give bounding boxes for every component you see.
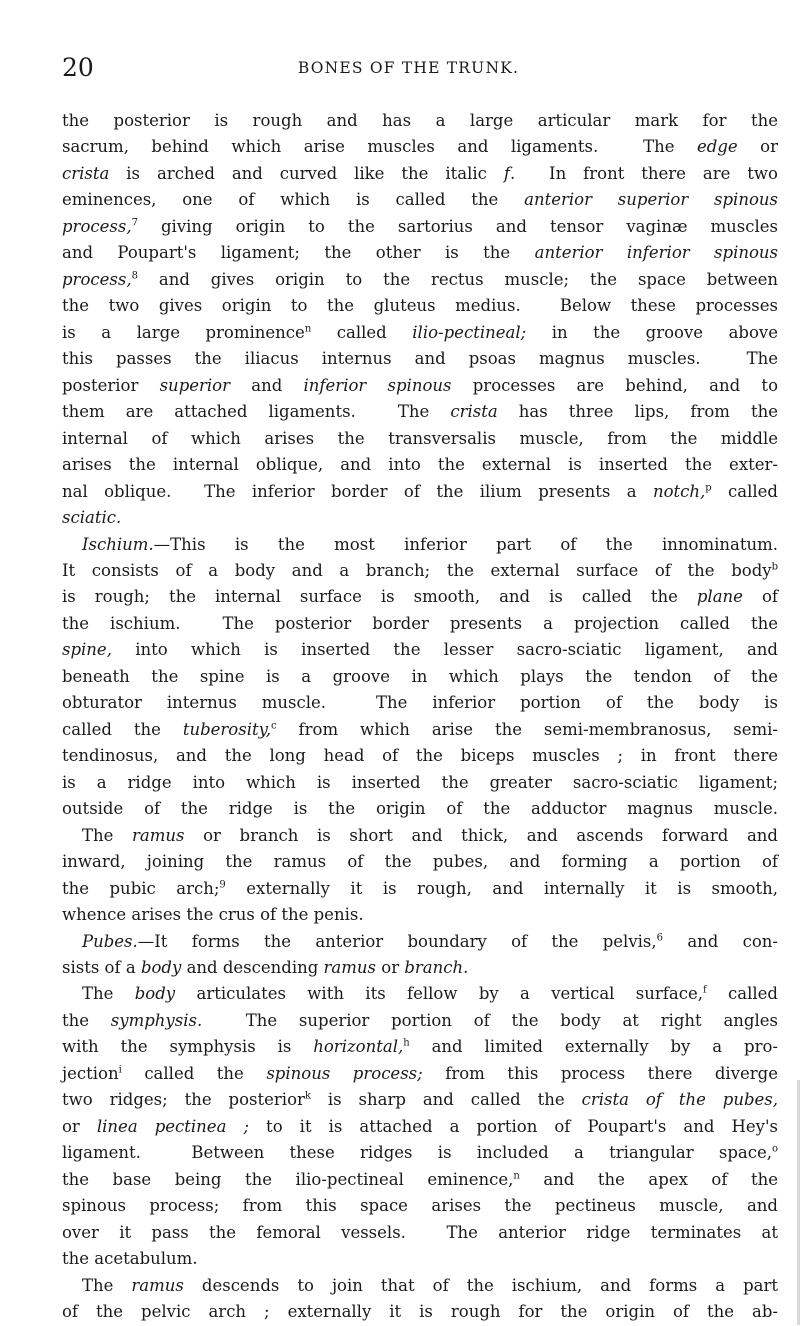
text-run: the posterior is rough and has a large articular mark for the — [62, 111, 778, 130]
italic-term: spine, — [62, 640, 112, 660]
footnote-marker: f — [702, 984, 707, 996]
text-run: and limited externally by a pro- — [409, 1037, 778, 1057]
text-run: and con- — [663, 931, 778, 951]
text-run: obturator internus muscle. The inferior portion of the body is — [62, 693, 778, 713]
text-run: this passes the iliacus internus and psoas magnus muscles. The — [62, 349, 778, 369]
text-run: in the groove above — [526, 322, 779, 342]
text-run: is a large prominence — [62, 322, 305, 342]
text-line — [62, 690, 778, 716]
text-run: of the pelvic arch ; externally it is rough for the origin of the ab- — [62, 1302, 778, 1322]
text-line — [62, 161, 778, 187]
text-run: two ridges; the posterior — [62, 1090, 305, 1110]
text-line — [62, 134, 778, 160]
text-run: the acetabulum. — [62, 1249, 198, 1269]
text-run: internal of which arises the transversalis muscle, from the middle — [62, 428, 778, 448]
text-line — [62, 320, 778, 346]
italic-term: notch, — [652, 481, 706, 501]
italic-term: crista — [62, 163, 110, 183]
text-run: is rough; the internal surface is smooth, and is called the — [62, 587, 697, 607]
text-run: is arched and curved like the italic — [109, 163, 504, 183]
text-line — [62, 532, 778, 558]
text-run: sists of a — [62, 958, 141, 977]
italic-term: tuberosity, — [182, 719, 271, 739]
text-line — [62, 267, 778, 293]
text-run: called — [706, 984, 778, 1004]
text-run: and gives origin to the rectus muscle; the space between — [137, 269, 778, 289]
italic-term: branch. — [404, 958, 469, 977]
footnote-marker: 7 — [131, 217, 138, 229]
text-line — [62, 558, 778, 584]
footnote-marker: b — [771, 561, 778, 573]
text-run: and the apex of the — [519, 1169, 778, 1189]
text-run: The — [82, 825, 133, 845]
text-line — [62, 1273, 778, 1299]
text-run: or — [62, 1116, 97, 1136]
text-run: The — [82, 1275, 132, 1295]
page-number: 20 — [62, 53, 94, 82]
text-run: the base being the ilio-pectineal eminence, — [62, 1169, 514, 1189]
italic-term: linea pectinea ; — [96, 1116, 250, 1136]
text-run: called the — [121, 1063, 267, 1083]
text-line — [62, 214, 778, 240]
text-run: to it is attached a portion of Poupart's and Hey's — [249, 1116, 778, 1136]
italic-term: inferior spinous — [303, 375, 452, 395]
running-head: BONES OF THE TRUNK. — [297, 59, 520, 77]
text-line — [62, 1299, 778, 1325]
italic-term: symphysis. — [110, 1010, 203, 1030]
text-run: spinous process; from this space arises the pectineus muscle, and — [62, 1196, 778, 1216]
text-run: inward, joining the ramus of the pubes, and forming a portion of — [62, 852, 778, 872]
italic-term: ilio-pectineal; — [412, 322, 527, 342]
text-line — [62, 876, 778, 902]
footnote-marker: p — [705, 482, 712, 494]
body-text — [62, 108, 778, 1326]
text-run: processes are behind, and to — [451, 375, 778, 395]
text-line — [62, 823, 778, 849]
text-line — [62, 849, 778, 875]
italic-term: plane — [696, 587, 743, 607]
text-line — [62, 717, 778, 743]
text-run: and Poupart's ligament; the other is the — [62, 243, 535, 263]
text-run: the — [62, 1010, 111, 1030]
text-line — [62, 1220, 778, 1246]
footnote-marker: 9 — [219, 879, 226, 891]
text-run: jection — [62, 1063, 119, 1083]
text-line — [62, 505, 778, 531]
text-line — [62, 1167, 778, 1193]
text-line — [62, 187, 778, 213]
text-line — [62, 452, 778, 478]
text-run: . In front there are two — [509, 163, 778, 183]
text-line — [62, 1193, 778, 1219]
text-run: beneath the spine is a groove in which plays the tendon of the — [62, 666, 778, 686]
text-run: posterior — [62, 375, 160, 395]
text-line — [62, 373, 778, 399]
text-run: articulates with its fellow by a vertical surface, — [175, 984, 703, 1004]
text-run: the ischium. The posterior border presents a projection called the — [62, 613, 778, 633]
text-run: and descending — [181, 958, 324, 977]
italic-term: body — [140, 958, 182, 977]
italic-term: ramus — [131, 1275, 184, 1295]
text-line — [62, 929, 778, 955]
text-line — [62, 1087, 778, 1113]
text-run: and — [230, 375, 304, 395]
italic-term: crista — [450, 402, 498, 422]
text-run: or branch is short and thick, and ascends forward and — [184, 825, 778, 845]
text-run: with the symphysis is — [62, 1037, 314, 1057]
italic-term: crista of the pubes, — [581, 1090, 778, 1110]
text-line — [62, 981, 778, 1007]
text-line — [62, 664, 778, 690]
text-run: of — [742, 587, 778, 607]
text-run: externally it is rough, and internally it is smooth, — [225, 878, 778, 898]
text-line — [62, 1140, 778, 1166]
italic-term: process, — [62, 216, 132, 236]
text-run: or — [376, 958, 405, 977]
text-line — [62, 637, 778, 663]
text-line — [62, 902, 778, 928]
footnote-marker: k — [304, 1090, 311, 1102]
text-run: the pubic arch; — [62, 878, 220, 898]
text-line — [62, 1246, 778, 1272]
italic-term: ramus — [132, 825, 185, 845]
text-run: the two gives origin to the gluteus medius. Below these processes — [62, 296, 778, 316]
text-line — [62, 293, 778, 319]
italic-term: body — [134, 984, 176, 1004]
text-run: called — [311, 322, 413, 342]
text-run: sacrum, behind which arise muscles and ligaments. The — [62, 137, 698, 157]
text-line — [62, 1034, 778, 1060]
text-line — [62, 743, 778, 769]
text-run: The superior portion of the body at right angles — [202, 1010, 778, 1030]
text-run: descends to join that of the ischium, and forms a part — [183, 1275, 778, 1295]
italic-term: f — [503, 163, 510, 183]
footnote-marker: n — [513, 1170, 520, 1182]
text-run: whence arises the crus of the penis. — [62, 905, 364, 925]
text-run: outside of the ridge is the origin of the adductor magnus muscle. — [62, 799, 778, 819]
text-run: arises the internal oblique, and into the external is inserted the exter- — [62, 455, 778, 475]
text-run: from this process there diverge — [422, 1063, 778, 1083]
text-line — [62, 479, 778, 505]
italic-term: anterior superior spinous — [524, 190, 778, 210]
text-run: is sharp and called the — [310, 1090, 582, 1110]
footnote-marker: 6 — [656, 932, 664, 944]
text-line — [62, 955, 778, 981]
text-line — [62, 399, 778, 425]
italic-term: spinous process; — [266, 1063, 423, 1083]
footnote-marker: c — [270, 720, 277, 732]
footnote-marker: o — [771, 1143, 778, 1155]
italic-term: ramus — [323, 958, 377, 977]
text-line — [62, 770, 778, 796]
italic-term: sciatic. — [62, 508, 122, 528]
page-header — [62, 54, 755, 82]
text-run: —It forms the anterior boundary of the pelvis, — [137, 931, 657, 951]
text-run: or — [737, 137, 779, 157]
text-run: It consists of a body and a branch; the external surface of the body — [62, 560, 772, 580]
text-run: is a ridge into which is inserted the greater sacro-sciatic ligament; — [62, 772, 778, 792]
footnote-marker: i — [118, 1064, 122, 1076]
footnote-marker: h — [403, 1037, 410, 1049]
text-line — [62, 1008, 778, 1034]
text-run: giving origin to the sartorius and tensor vaginæ muscles — [137, 216, 778, 236]
text-line — [62, 240, 778, 266]
text-line — [62, 1114, 778, 1140]
text-line — [62, 426, 778, 452]
italic-term: superior — [159, 375, 231, 395]
text-run: has three lips, from the — [497, 402, 778, 422]
text-run: called — [711, 481, 778, 501]
text-run: called the — [62, 719, 183, 739]
italic-term: edge — [697, 137, 738, 157]
text-run: into which is inserted the lesser sacro-sciatic ligament, and — [111, 640, 778, 660]
text-line — [62, 611, 778, 637]
text-run: The — [82, 984, 135, 1004]
text-run: eminences, one of which is called the — [62, 190, 525, 210]
text-run: them are attached ligaments. The — [62, 402, 451, 422]
text-run: —This is the most inferior part of the innominatum. — [153, 534, 778, 554]
text-run: over it pass the femoral vessels. The anterior ridge terminates at — [62, 1222, 778, 1242]
footnote-marker: n — [304, 323, 312, 335]
text-run: from which arise the semi-membranosus, semi- — [276, 719, 778, 739]
italic-term: anterior inferior spinous — [534, 243, 779, 263]
italic-term: horizontal, — [313, 1037, 404, 1057]
text-line — [62, 1061, 778, 1087]
italic-term: Ischium. — [82, 534, 154, 554]
text-run: ligament. Between these ridges is included a triangular space, — [62, 1143, 772, 1163]
italic-term: process, — [62, 269, 132, 289]
text-line — [62, 108, 778, 134]
footnote-marker: 8 — [131, 270, 138, 282]
text-run: nal oblique. The inferior border of the ilium presents a — [62, 481, 653, 501]
italic-term: Pubes. — [82, 931, 138, 951]
text-line — [62, 346, 778, 372]
text-line — [62, 796, 778, 822]
text-line — [62, 584, 778, 610]
text-run: tendinosus, and the long head of the biceps muscles ; in front there — [62, 746, 778, 766]
